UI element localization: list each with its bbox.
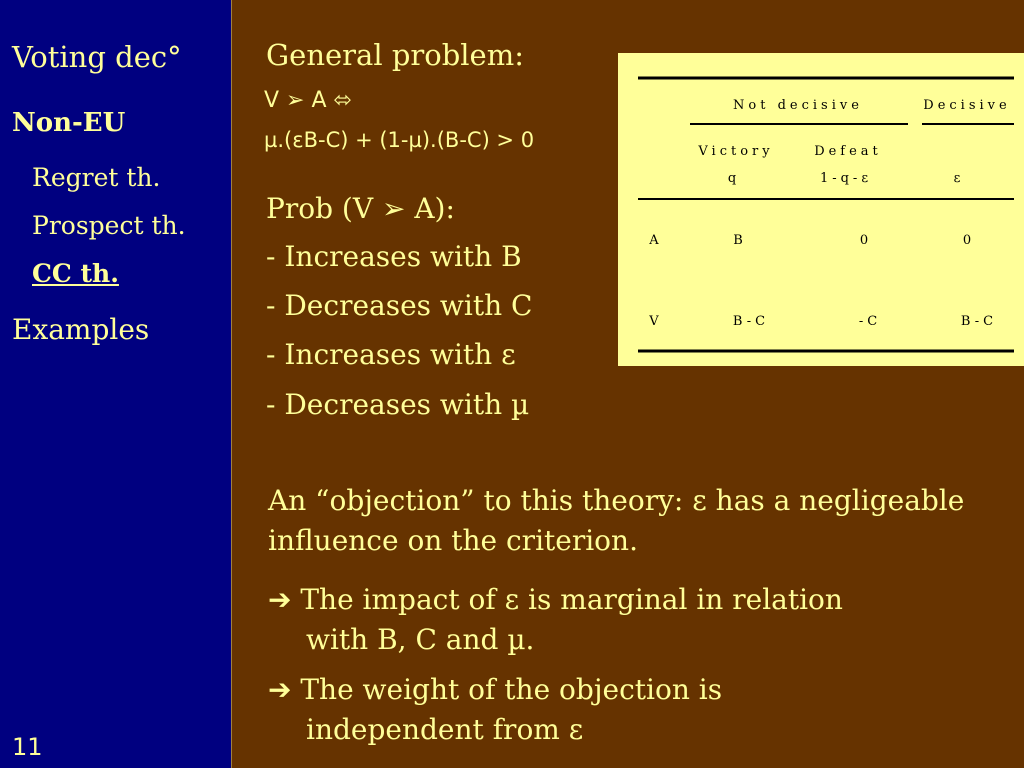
payoff-table-svg	[618, 53, 1024, 366]
sidebar-item-cc-active[interactable]: CC th.	[32, 259, 119, 288]
payoff-table	[618, 53, 1024, 366]
row-label-a: A	[649, 233, 663, 248]
effect-item: - Decreases with C	[266, 289, 533, 322]
sidebar-section-non-eu[interactable]: Non-EU	[12, 108, 126, 138]
sub-defeat: Defeat	[814, 144, 882, 159]
point-impact-line1: The impact of ε is marginal in relation	[300, 583, 843, 616]
criterion-formula: µ.(εB-C) + (1-µ).(B-C) > 0	[264, 128, 535, 152]
point-impact-line2: with B, C and µ.	[306, 623, 535, 656]
arrow-icon: ➔	[268, 583, 292, 616]
point-weight	[268, 670, 968, 750]
sidebar-title[interactable]: Voting dec°	[12, 40, 182, 74]
sidebar-item-examples[interactable]: Examples	[12, 313, 150, 346]
cell-v-defeat: -C	[858, 314, 882, 329]
sidebar-item-prospect[interactable]: Prospect th.	[32, 211, 186, 240]
cell-a-decisive: 0	[962, 233, 976, 248]
sub-victory: Victory	[698, 144, 774, 159]
sidebar-item-regret[interactable]: Regret th.	[32, 163, 161, 192]
effect-item: - Increases with ε	[266, 338, 516, 371]
effect-item: - Increases with B	[266, 240, 522, 273]
sidebar	[0, 0, 232, 768]
row-label-v: V	[649, 314, 663, 329]
prob-1-q-e: 1-q-ε	[819, 171, 873, 186]
cell-a-defeat: 0	[859, 233, 873, 248]
point-weight-line1: The weight of the objection is	[300, 673, 723, 706]
point-weight-line2: independent from ε	[306, 713, 584, 746]
effect-item: - Decreases with µ	[266, 388, 530, 421]
prob-q: q	[727, 171, 741, 186]
page-number: 11	[12, 733, 43, 761]
preference-statement: V ➢ A ⬄	[264, 88, 352, 113]
heading-general-problem: General problem:	[266, 38, 524, 72]
header-decisive: Decisive	[923, 98, 1011, 113]
cell-v-victory: B-C	[732, 314, 770, 329]
objection-paragraph: An “objection” to this theory: ε has a negligeable influence on the criterion.	[268, 484, 965, 557]
arrow-icon: ➔	[268, 673, 292, 706]
cell-a-victory: B	[733, 233, 747, 248]
prob-e: ε	[953, 171, 965, 186]
header-not-decisive: Not decisive	[733, 98, 863, 113]
point-impact	[268, 580, 968, 660]
cell-v-decisive: B-C	[960, 314, 998, 329]
prob-heading: Prob (V ➢ A):	[266, 192, 455, 225]
